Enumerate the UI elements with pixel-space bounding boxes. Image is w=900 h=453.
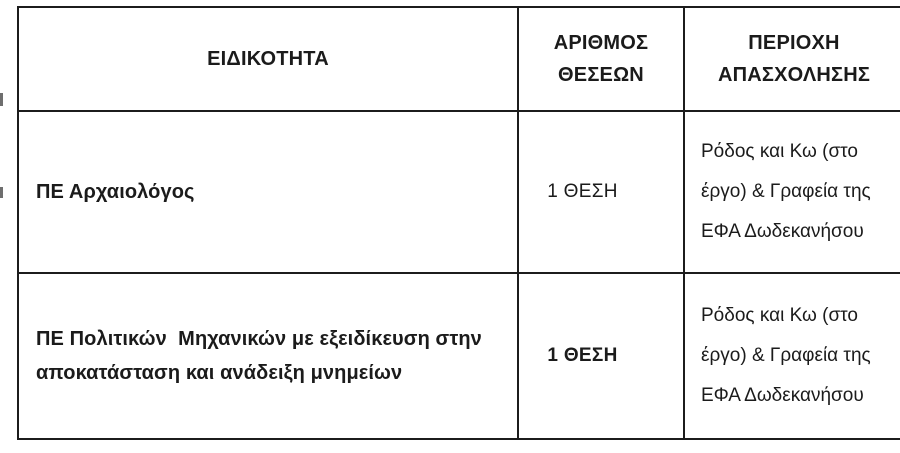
table-row <box>18 273 900 439</box>
scan-artifact <box>0 93 3 106</box>
positions-count-cell: 1 ΘΕΣΗ <box>518 273 684 439</box>
positions-table <box>17 6 900 440</box>
scan-artifact <box>0 187 3 198</box>
table-row <box>18 111 900 273</box>
column-header-employment-area: ΠΕΡΙΟΧΗ ΑΠΑΣΧΟΛΗΣΗΣ <box>684 7 900 111</box>
positions-count-cell: 1 ΘΕΣΗ <box>518 111 684 273</box>
specialty-cell: ΠΕ Αρχαιολόγος <box>18 111 518 273</box>
table-header-row <box>18 7 900 111</box>
employment-area-cell: Ρόδος και Κω (στο έργο) & Γραφεία της ΕΦΑ Δωδεκανήσου <box>684 273 900 439</box>
specialty-cell: ΠΕ Πολιτικών Μηχανικών με εξειδίκευση στην αποκατάσταση και ανάδειξη μνημείων <box>18 273 518 439</box>
employment-area-cell: Ρόδος και Κω (στο έργο) & Γραφεία της ΕΦΑ Δωδεκανήσου <box>684 111 900 273</box>
column-header-specialty: ΕΙΔΙΚΟΤΗΤΑ <box>18 7 518 111</box>
column-header-positions: ΑΡΙΘΜΟΣ ΘΕΣΕΩΝ <box>518 7 684 111</box>
